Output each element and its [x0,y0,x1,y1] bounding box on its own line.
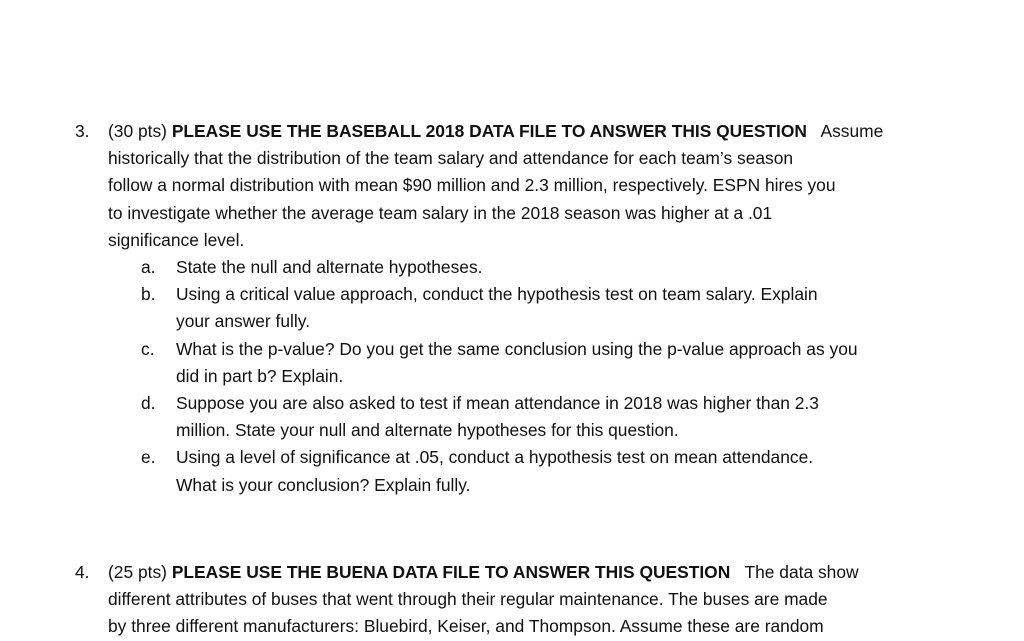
sub-question-text: did in part b? Explain. [176,365,344,386]
question-3-line-4 [0,200,1024,227]
question-3-line-2 [0,145,1024,172]
sub-question-text: Using a level of significance at .05, conduct a hypothesis test on mean attendance. [176,447,814,468]
sub-question-e [0,444,1024,498]
sub-question-letter: d. [141,392,156,413]
question-3 [0,118,1024,499]
sub-question-text: your answer fully. [176,311,311,332]
instruction-heading: PLEASE USE THE BUENA DATA FILE TO ANSWER THIS QUESTION [171,562,731,582]
sub-question-letter: e. [141,447,156,468]
question-number: 3. [75,121,90,141]
sub-question-letter: c. [141,338,155,359]
question-text: The data show [744,562,859,582]
question-4-line-2 [0,586,1024,613]
question-3-line-5 [0,227,1024,254]
sub-question-text: Suppose you are also asked to test if mean attendance in 2018 was higher than 2.3 [176,392,819,413]
sub-question-text: What is the p-value? Do you get the same conclusion using the p-value approach as you [176,338,858,359]
points-label: (25 pts) [108,562,167,582]
instruction-heading: PLEASE USE THE BASEBALL 2018 DATA FILE TO ANSWER THIS QUESTION [171,121,807,141]
question-text: Assume [820,121,884,141]
question-number: 4. [75,562,90,582]
sub-question-d [0,390,1024,444]
question-4-line-3 [0,613,1024,640]
sub-question-letter: a. [141,256,156,277]
question-4-line-1 [0,559,1024,586]
question-text: to investigate whether the average team salary in the 2018 season was higher at a .01 [108,202,773,223]
sub-question-text: million. State your null and alternate hypotheses for this question. [176,420,679,441]
question-text: by three different manufacturers: Bluebird, Keiser, and Thompson. Assume these are random [108,616,824,637]
sub-question-text: What is your conclusion? Explain fully. [176,474,471,495]
points-label: (30 pts) [108,121,167,141]
question-text: significance level. [108,229,245,250]
question-4 [0,559,1024,641]
question-3-line-1 [0,118,1024,145]
sub-question-text: State the null and alternate hypotheses. [176,256,483,277]
sub-question-b [0,281,1024,335]
question-text: historically that the distribution of the team salary and attendance for each team’s season [108,148,794,169]
question-3-line-3 [0,172,1024,199]
question-text: follow a normal distribution with mean $90 million and 2.3 million, respectively. ESPN hires you [108,175,836,196]
sub-question-text: Using a critical value approach, conduct the hypothesis test on team salary. Explain [176,284,818,305]
sub-question-a [0,254,1024,281]
question-text: different attributes of buses that went through their regular maintenance. The buses are made [108,589,828,610]
sub-question-letter: b. [141,284,156,305]
sub-question-c [0,336,1024,390]
